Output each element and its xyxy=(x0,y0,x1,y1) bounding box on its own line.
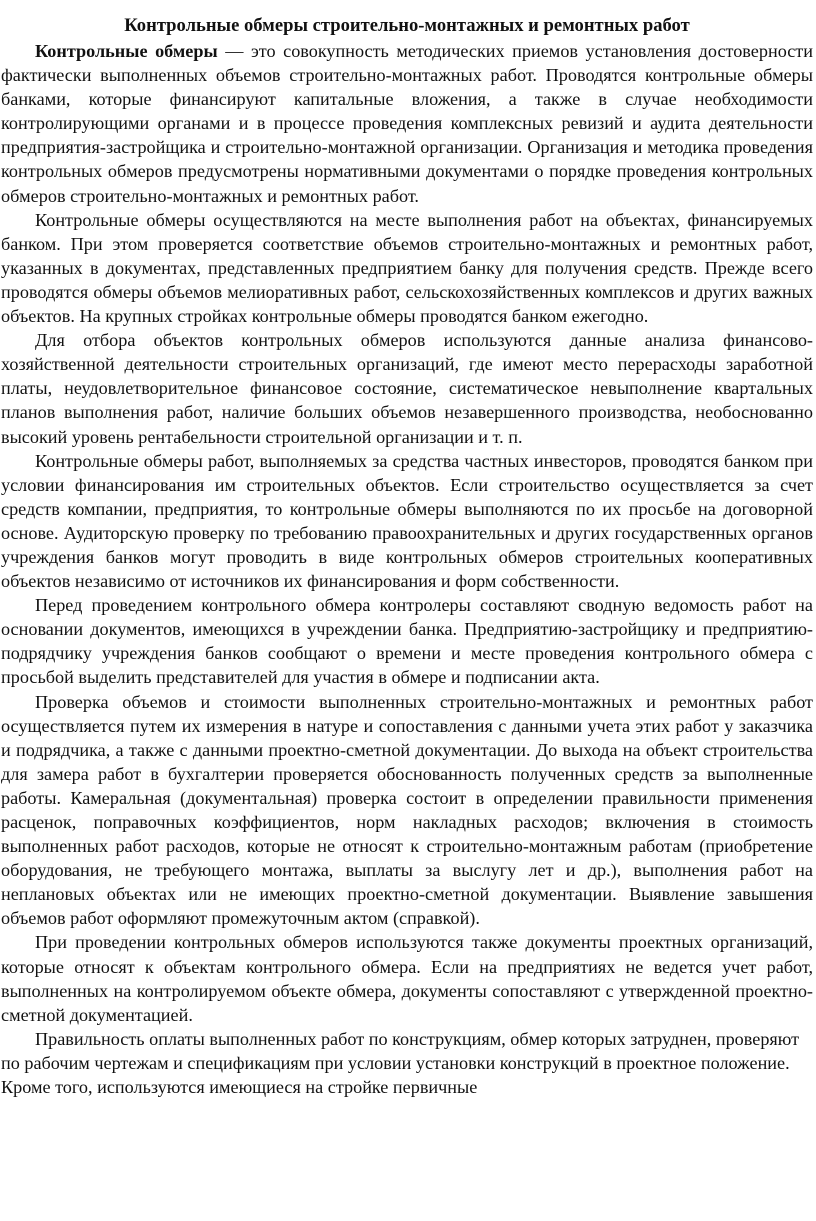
paragraph: Перед проведением контрольного обмера контролеры составляют сводную ведомость работ на основании документов, имеющихся в учреждении банка. Предприятию-застройщику и предприятию-подрядчику учреждения банков сообщают о времени и месте проведения контрольного обмера с просьбой выделить представителей для участия в обмере и подписании акта. xyxy=(1,595,813,688)
paragraph-intro-text: — это совокупность методических приемов установления достоверности фактически выполненных объемов строительно-монтажных работ. Проводятся контрольные обмеры банками, которые финансируют капитальные вложения, а также в случае необходимости контролирующими органами и в процессе проведения комплексных ревизий и аудита деятельности предприятия-застройщика и строительно-монтажной организации. Организация и методика проведения контрольных обмеров предусмотрены нормативными документами о порядке проведения контрольных обмеров строительно-монтажных и ремонтных работ. xyxy=(1,41,813,206)
paragraph: Для отбора объектов контрольных обмеров используются данные анализа финансово-хозяйственной деятельности строительных организаций, где имеют место перерасходы заработной платы, неудовлетворительное финансовое состояние, систематическое невыполнение квартальных планов выполнения работ, наличие больших объемов незавершенного производства, необоснованно высокий уровень рентабельности строительной организации и т. п. xyxy=(1,330,813,447)
paragraph: Правильность оплаты выполненных работ по конструкциям, обмер которых затруднен, проверяют по рабочим чертежам и спецификациям при условии установки конструкций в проектное положение. Кроме того, используются имеющиеся на стройке первичные xyxy=(1,1028,800,1098)
document-title: Контрольные обмеры строительно-монтажных и ремонтных работ xyxy=(124,15,690,36)
paragraph: Контрольные обмеры работ, выполняемых за средства частных инвесторов, проводятся банком при условии финансирования им строительных объектов. Если строительство осуществляется за счет средств компании, предприятия, то контрольные обмеры выполняются по их просьбе на договорной основе. Аудиторскую проверку по требованию правоохранительных и других государственных органов учреждения банков могут проводить в виде контрольных обмеров строительных кооперативных объектов независимо от источников их финансирования и форм собственности. xyxy=(1,450,813,592)
paragraph: Проверка объемов и стоимости выполненных строительно-монтажных и ремонтных работ осуществляется путем их измерения в натуре и сопоставления с данными учета этих работ у заказчика и подрядчика, а также с данными проектно-сметной документации. До выхода на объект строительства для замера работ в бухгалтерии проверяется обоснованность полученных средств за выполненные работы. Камеральная (документальная) проверка состоит в определении правильности применения расценок, поправочных коэффициентов, норм накладных расходов; включения в стоимость выполненных работ расходов, которые не относят к строительно-монтажным работам (приобретение оборудования, не требующего монтажа, выплаты за выслугу лет и др.), выполнения работ на неплановых объектах или не имеющих проектно-сметной документации. Выявление завышения объемов работ оформляют промежуточным актом (справкой). xyxy=(1,691,813,929)
paragraph-lead-term: Контрольные обмеры xyxy=(35,41,218,61)
paragraph-intro xyxy=(1,39,813,208)
paragraph: При проведении контрольных обмеров используются также документы проектных организаций, которые относят к объектам контрольного обмера. Если на предприятиях не ведется учет работ, выполненных на контролируемом объекте обмера, документы сопоставляют с утвержденной проектно-сметной документацией. xyxy=(1,932,813,1025)
paragraph: Контрольные обмеры осуществляются на месте выполнения работ на объектах, финансируемых банком. При этом проверяется соответствие объемов строительно-монтажных и ремонтных работ, указанных в документах, представленных предприятием банку для получения средств. Прежде всего проводятся обмеры объемов мелиоративных работ, сельскохозяйственных комплексов и других важных объектов. На крупных стройках контрольные обмеры проводятся банком ежегодно. xyxy=(1,209,813,327)
